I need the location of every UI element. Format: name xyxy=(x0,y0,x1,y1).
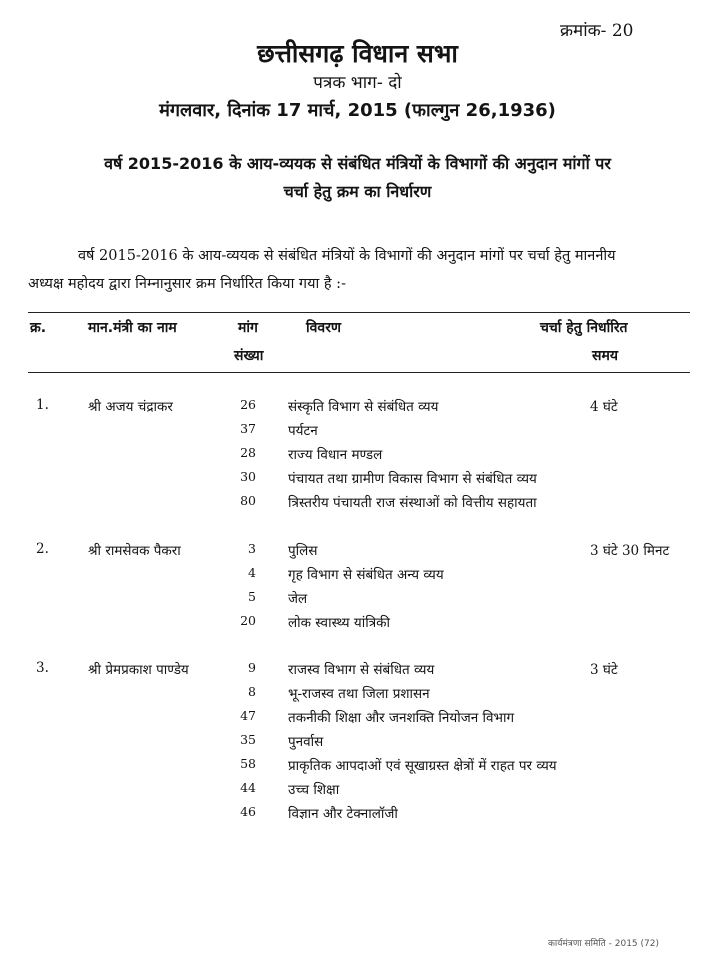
demand-number: 58 xyxy=(240,756,256,771)
demand-number: 47 xyxy=(240,708,256,723)
demand-number: 3 xyxy=(248,541,256,556)
header-time: चर्चा हेतु निर्धारित xyxy=(540,320,628,336)
minister-name: श्री प्रेमप्रकाश पाण्डेय xyxy=(88,662,189,678)
demand-detail: राज्य विधान मण्डल xyxy=(288,447,383,463)
intro-line-1: वर्ष 2015-2016 के आय-व्ययक से संबंधित मंत्रियों के विभागों की अनुदान मांगों पर चर्चा हेतु माननीय xyxy=(78,248,616,264)
row-sno: 2. xyxy=(36,541,49,557)
demand-number: 28 xyxy=(240,445,256,460)
demand-number: 44 xyxy=(240,780,256,795)
page-subtitle: पत्रक भाग- दो xyxy=(313,73,402,93)
minister-name: श्री रामसेवक पैकरा xyxy=(88,543,181,559)
intro-paragraph xyxy=(28,242,688,298)
header-details: विवरण xyxy=(306,320,342,336)
demand-number: 46 xyxy=(240,804,256,819)
demand-detail: जेल xyxy=(288,591,308,607)
demand-detail: भू-राजस्व तथा जिला प्रशासन xyxy=(288,686,430,702)
header-minister: मान.मंत्री का नाम xyxy=(88,320,177,336)
demand-detail: लोक स्वास्थ्य यांत्रिकी xyxy=(288,615,391,631)
subject-line-2: चर्चा हेतु क्रम का निर्धारण xyxy=(283,182,432,201)
demand-number: 20 xyxy=(240,613,256,628)
demand-detail: विज्ञान और टेक्नालॉजी xyxy=(288,806,398,822)
scheduled-time: 3 घंटे xyxy=(590,662,618,678)
header-time-2: समय xyxy=(592,348,618,364)
demand-number: 5 xyxy=(248,589,256,604)
date-line: मंगलवार, दिनांक 17 मार्च, 2015 (फाल्गुन 26,1936) xyxy=(159,100,556,121)
demand-detail: गृह विभाग से संबंधित अन्य व्यय xyxy=(288,567,444,583)
page-title: छत्तीसगढ़ विधान सभा xyxy=(257,39,458,68)
demand-detail: पुनर्वास xyxy=(288,734,324,750)
header-demand: मांग xyxy=(238,320,258,336)
demand-number: 26 xyxy=(240,397,256,412)
demand-detail: पंचायत तथा ग्रामीण विकास विभाग से संबंधित व्यय xyxy=(288,471,537,487)
demand-number: 8 xyxy=(248,684,256,699)
table-top-rule xyxy=(28,312,690,313)
row-sno: 1. xyxy=(36,397,49,413)
demand-detail: पर्यटन xyxy=(288,423,318,439)
demand-number: 30 xyxy=(240,469,256,484)
row-sno: 3. xyxy=(36,660,49,676)
demand-number: 4 xyxy=(248,565,256,580)
table-header-rule xyxy=(28,372,690,373)
scheduled-time: 4 घंटे xyxy=(590,399,618,415)
demand-detail: संस्कृति विभाग से संबंधित व्यय xyxy=(288,399,439,415)
scheduled-time: 3 घंटे 30 मिनट xyxy=(590,543,670,559)
subject-line-1: वर्ष 2015-2016 के आय-व्ययक से संबंधित मंत्रियों के विभागों की अनुदान मांगों पर xyxy=(104,154,611,173)
demand-detail: उच्च शिक्षा xyxy=(288,782,340,798)
demand-number: 37 xyxy=(240,421,256,436)
demand-detail: प्राकृतिक आपदाओं एवं सूखाग्रस्त क्षेत्रों में राहत पर व्यय xyxy=(288,758,557,774)
demand-detail: राजस्व विभाग से संबंधित व्यय xyxy=(288,662,435,678)
demand-number: 35 xyxy=(240,732,256,747)
demand-detail: त्रिस्तरीय पंचायती राज संस्थाओं को वित्तीय सहायता xyxy=(288,495,537,511)
footer-note: कार्यमंत्रणा समिति - 2015 (72) xyxy=(548,939,659,949)
demand-detail: पुलिस xyxy=(288,543,318,559)
header-demand-2: संख्या xyxy=(234,348,264,364)
header-sno: क्र. xyxy=(30,320,47,336)
demand-number: 9 xyxy=(248,660,256,675)
demand-detail: तकनीकी शिक्षा और जनशक्ति नियोजन विभाग xyxy=(288,710,515,726)
minister-name: श्री अजय चंद्राकर xyxy=(88,399,173,415)
demand-number: 80 xyxy=(240,493,256,508)
serial-number: क्रमांक- 20 xyxy=(560,21,634,41)
intro-line-2: अध्यक्ष महोदय द्वारा निम्नानुसार क्रम निर्धारित किया गया है :- xyxy=(28,276,346,292)
